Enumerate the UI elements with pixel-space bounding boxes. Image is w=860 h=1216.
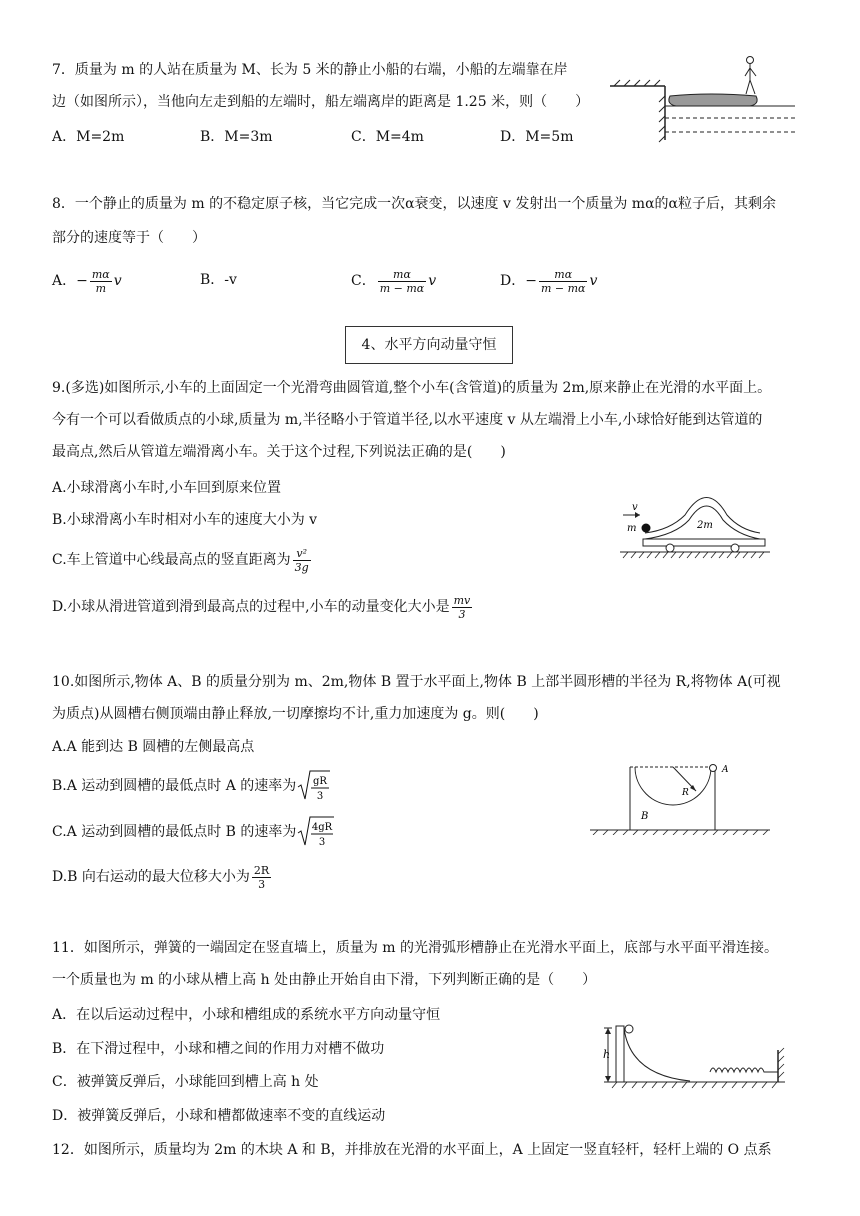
minus-sign: − (76, 273, 88, 289)
numerator: mα (91, 267, 110, 281)
option-text: D.B 向右运动的最大位移大小为 (52, 869, 250, 885)
q9-option-c (52, 543, 313, 577)
q11-option-b: B．在下滑过程中，小球和槽之间的作用力对槽不做功 (52, 1041, 385, 1057)
q7-option-b: B．M=3m (200, 129, 273, 145)
option-label: C． (351, 273, 376, 289)
q9-stem-line3: 最高点,然后从管道左端滑离小车。关于这个过程,下列说法正确的是( ) (52, 444, 506, 460)
fraction (90, 268, 112, 295)
denominator: 3 (317, 791, 324, 802)
q8-stem-line1: 8．一个静止的质量为 m 的不稳定原子核，当它完成一次α衰变，以速度 v 发射出一个质量为 mα的α粒子后，其剩余 (52, 196, 776, 212)
q10-stem-line2: 为质点)从圆槽右侧顶端由静止释放,一切摩擦均不计,重力加速度为 g。则( ) (52, 706, 539, 722)
q11-arc-groove-spring-figure (600, 1020, 790, 1092)
velocity-symbol: v (113, 273, 122, 289)
q10-stem-line1: 10.如图所示,物体 A、B 的质量分别为 m、2m,物体 B 置于水平面上,物体 B 上部半圆形槽的半径为 R,将物体 A(可视 (52, 674, 781, 690)
option-label: D． (500, 273, 526, 289)
q8-option-c (351, 262, 436, 300)
option-text: C.车上管道中心线最高点的竖直距离为 (52, 552, 291, 568)
q9-stem-line2: 今有一个可以看做质点的小球,质量为 m,半径略小于管道半径,以水平速度 v 从左端滑上小车,小球恰好能到达管道的 (52, 412, 763, 428)
q11-option-d: D．被弹簧反弹后，小球和槽都做速率不变的直线运动 (52, 1108, 386, 1124)
fraction (378, 268, 427, 295)
q8-option-b: B．-v (200, 272, 237, 288)
denominator: m (95, 281, 106, 295)
numerator: mv (453, 593, 471, 607)
sqrt-sign-icon (296, 815, 334, 849)
section-title-box (345, 326, 513, 364)
denominator: 3 (258, 877, 266, 891)
sqrt-expression (296, 768, 330, 804)
sqrt-expression (296, 814, 334, 850)
q9-fig-v-label: v (632, 502, 638, 513)
denominator: m − mα (379, 281, 425, 295)
q10-option-d (52, 860, 273, 894)
q9-option-d (52, 590, 474, 624)
denominator: m − mα (540, 281, 586, 295)
numerator: v² (293, 547, 311, 561)
q7-stem-line2: 边（如图所示），当他向左走到船的左端时，船左端离岸的距离是 1.25 米，则（ ） (52, 94, 590, 110)
q9-stem-line1: 9.(多选)如图所示,小车的上面固定一个光滑弯曲圆管道,整个小车(含管道)的质量为 2m,原来静止在光滑的水平面上。 (52, 380, 772, 396)
q10-fig-r-label: R (682, 788, 689, 798)
q9-option-a: A.小球滑离小车时,小车回到原来位置 (52, 480, 282, 496)
numerator: 2R (253, 863, 270, 877)
q10-option-b (52, 768, 330, 804)
q11-option-a: A．在以后运动过程中，小球和槽组成的系统水平方向动量守恒 (52, 1007, 441, 1023)
q11-fig-h-label: h (603, 1048, 611, 1061)
minus-sign: − (525, 273, 537, 289)
q7-option-c: C．M=4m (351, 129, 424, 145)
q10-option-a: A.A 能到达 B 圆槽的左侧最高点 (52, 739, 255, 755)
q7-option-d: D．M=5m (500, 129, 574, 145)
denominator: 3 (319, 837, 326, 848)
q8-stem-line2: 部分的速度等于（ ） (52, 230, 206, 246)
numerator: gR (313, 776, 328, 787)
numerator: mα (539, 268, 588, 282)
q9-fig-m-label: m (627, 523, 637, 534)
option-label: A． (52, 273, 77, 289)
q9-option-b: B.小球滑离小车时相对小车的速度大小为 v (52, 512, 318, 528)
q10-fig-a-label: A (722, 765, 729, 775)
q10-option-c (52, 814, 334, 850)
q7-boat-figure (610, 48, 800, 148)
q9-fig-2m-label: 2m (697, 520, 713, 531)
q11-option-c: C．被弹簧反弹后，小球能回到槽上高 h 处 (52, 1074, 319, 1090)
option-text: C.A 运动到圆槽的最低点时 B 的速率为 (52, 824, 297, 840)
velocity-symbol: v (589, 273, 598, 289)
q9-cart-figure (615, 480, 775, 565)
fraction (252, 864, 271, 891)
denominator: 3 (458, 607, 466, 621)
q10-fig-b-label: B (641, 811, 649, 822)
velocity-symbol: v (428, 273, 437, 289)
option-text: D.小球从滑进管道到滑到最高点的过程中,小车的动量变化大小是 (52, 599, 450, 615)
denominator: 3g (294, 560, 309, 574)
q10-semicircle-groove-figure (585, 755, 775, 835)
q11-stem-line2: 一个质量也为 m 的小球从槽上高 h 处由静止开始自由下滑，下列判断正确的是（ ） (52, 972, 597, 988)
q8-option-a (52, 262, 122, 300)
fraction (539, 268, 588, 295)
q12-stem-line1: 12．如图所示，质量均为 2m 的木块 A 和 B，并排放在光滑的水平面上，A 上固定一竖直轻杆，轻杆上端的 O 点系 (52, 1142, 772, 1158)
sqrt-sign-icon (296, 769, 330, 803)
numerator: 4gR (312, 822, 333, 833)
fraction (293, 547, 311, 574)
fraction (452, 594, 473, 621)
numerator: mα (378, 268, 427, 282)
section-title: 4、水平方向动量守恒 (361, 337, 497, 353)
q11-stem-line1: 11．如图所示，弹簧的一端固定在竖直墙上，质量为 m 的光滑弧形槽静止在光滑水平面上，底部与水平面平滑连接。 (52, 940, 778, 956)
q8-option-d (500, 262, 597, 300)
q7-option-a: A．M=2m (52, 129, 125, 145)
option-text: B.A 运动到圆槽的最低点时 A 的速率为 (52, 778, 297, 794)
q7-stem-line1: 7．质量为 m 的人站在质量为 M、长为 5 米的静止小船的右端，小船的左端靠在岸 (52, 62, 568, 78)
